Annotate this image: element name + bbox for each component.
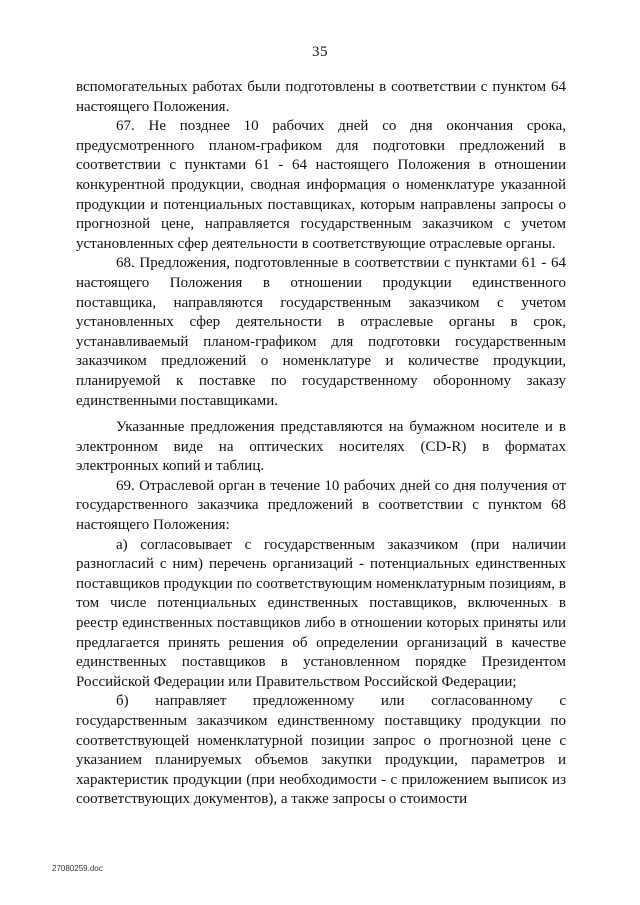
paragraph-subitem-b: б) направляет предложенному или согласованному с государственным заказчиком единственному поставщику продукции по соответствующей номенклатурной позиции запрос о прогнозной цене с указанием планируемых объемов закупки продукции, параметров и характеристик продукции (при необходимости - с приложением выписок из соответствующих документов), а также запросы о стоимости — [76, 693, 566, 808]
paragraph-item-69: 69. Отраслевой орган в течение 10 рабочих дней со дня получения от государственного заказчика предложений в соответствии с пунктом 68 настоящего Положения: — [76, 477, 566, 534]
paragraph-submission-format: Указанные предложения представляются на бумажном носителе и в электронном виде на оптических носителях (CD-R) в форматах электронных копий и таблиц. — [76, 419, 566, 475]
document-body — [76, 78, 566, 810]
page-number: 35 — [312, 44, 328, 60]
document-filename: 27080259.doc — [52, 864, 103, 873]
paragraph-item-67: 67. Не позднее 10 рабочих дней со дня окончания срока, предусмотренного планом-графиком для подготовки предложений в соответствии с пунктами 61 - 64 настоящего Положения в отношении конкурентной продукции, сводная информация о номенклатуре указанной продукции и потенциальных поставщиках, которым направлены запросы о прогнозной цене, направляется государственным заказчиком с учетом установленных сфер деятельности в соответствующие отраслевые органы. — [76, 118, 566, 252]
paragraph-continuation: вспомогательных работах были подготовлены в соответствии с пунктом 64 настоящего Положения. — [76, 79, 566, 115]
paragraph-item-68: 68. Предложения, подготовленные в соответствии с пунктами 61 - 64 настоящего Положения в отношении продукции единственного поставщика, направляются государственным заказчиком с учетом установленных сфер деятельности в отраслевые органы в срок, устанавливаемый планом-графиком для подготовки государственным заказчиком предложений о номенклатуре и количестве продукции, планируемой к поставке по государственному оборонному заказу единственными поставщиками. — [76, 255, 566, 409]
paragraph-subitem-a: а) согласовывает с государственным заказчиком (при наличии разногласий с ним) перечень организаций - потенциальных единственных поставщиков продукции по соответствующим номенклатурным позициям, в том числе потенциальных единственных поставщиков, включенных в реестр единственных поставщиков либо в отношении которых приняты или предлагается принять решения об определении организаций в качестве единственных поставщиков в установленном порядке Президентом Российской Федерации или Правительством Российской Федерации; — [76, 536, 566, 690]
